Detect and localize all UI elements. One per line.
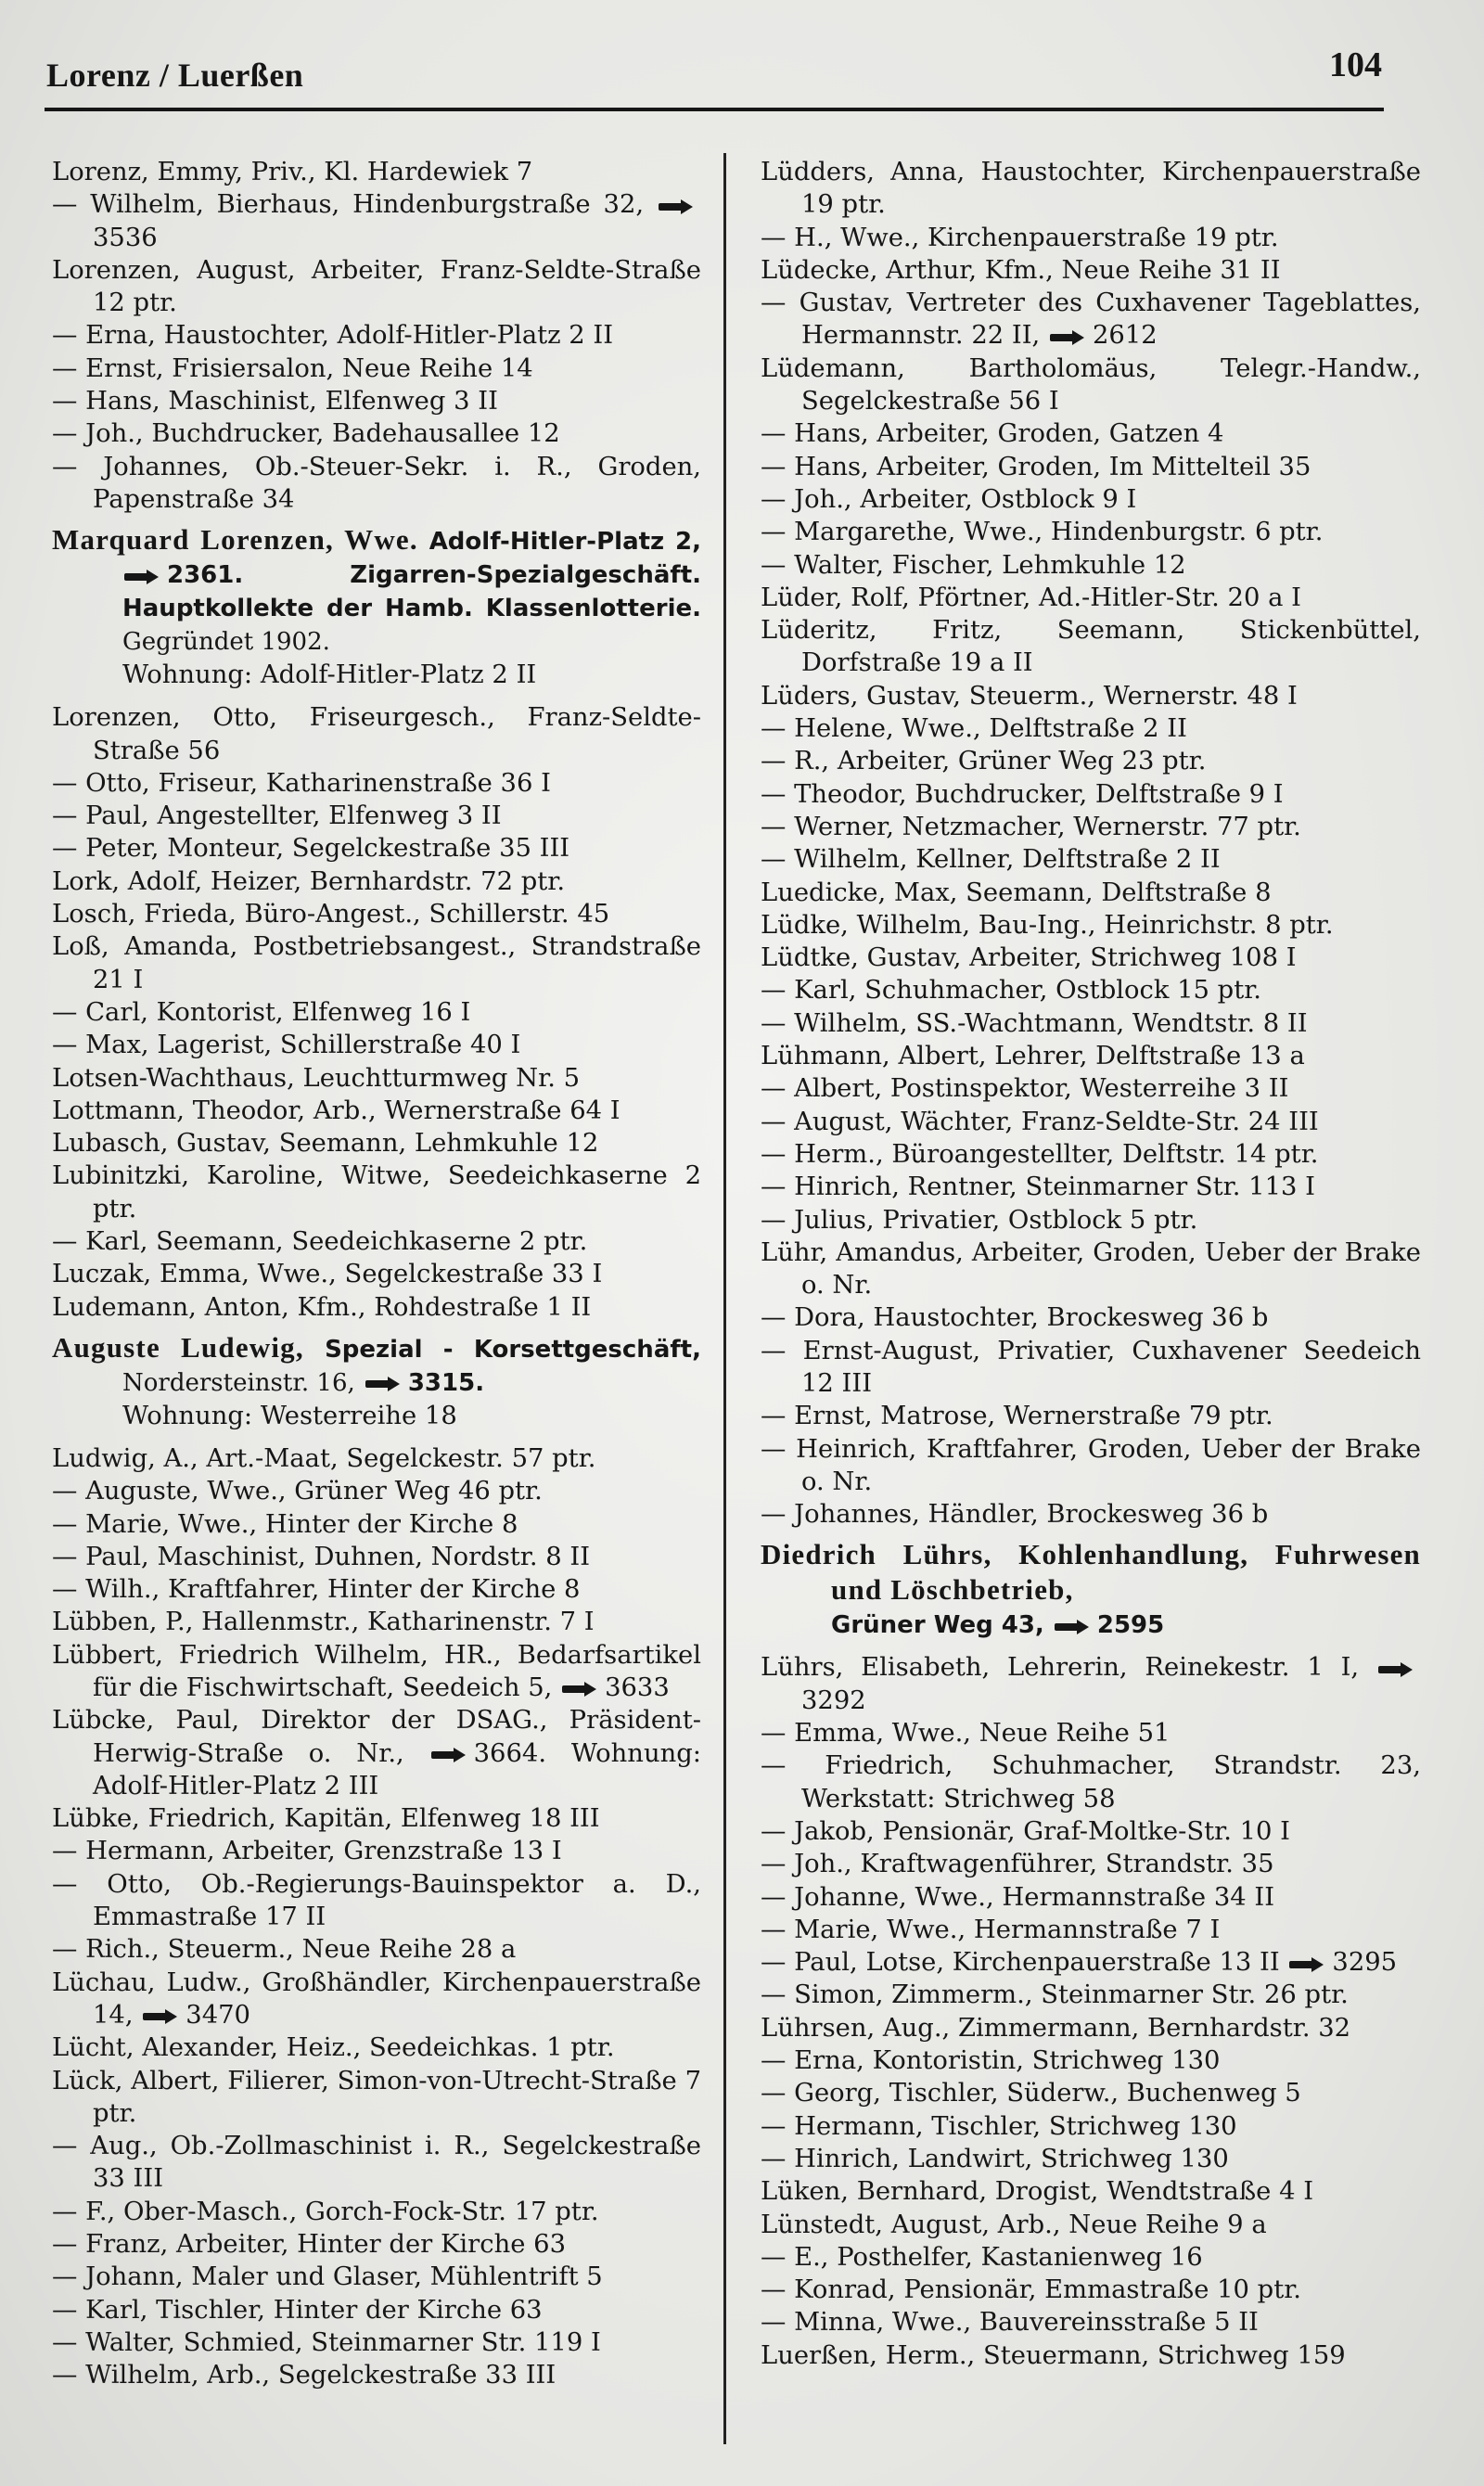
directory-entry bbox=[761, 1072, 1421, 1105]
phone-number: 3470 bbox=[186, 2000, 250, 2030]
entry-text: Lübcke, Paul, Direktor der DSAG., Präsident-Herwig-Straße o. Nr., bbox=[52, 1706, 701, 1768]
directory-entry bbox=[761, 1946, 1421, 1979]
directory-entry bbox=[761, 2044, 1421, 2077]
entry-text: Lüdders, Anna, Haustochter, Kirchenpauerstraße 19 ptr. bbox=[761, 158, 1421, 220]
business-name: Auguste Ludewig, bbox=[52, 1330, 304, 1364]
entry-text: — Hermann, Tischler, Strichweg 130 bbox=[761, 2111, 1237, 2141]
directory-entry bbox=[761, 1204, 1421, 1237]
entry-text: Loß, Amanda, Postbetriebsangest., Strandstraße 21 I bbox=[52, 932, 701, 994]
phone-number: 3315. bbox=[407, 1368, 485, 1397]
entry-text: Lottmann, Theodor, Arb., Wernerstraße 64 I bbox=[52, 1096, 620, 1125]
entry-text: — Paul, Maschinist, Duhnen, Nordstr. 8 II bbox=[52, 1542, 591, 1571]
business-listing bbox=[52, 523, 701, 692]
directory-entry bbox=[761, 1301, 1421, 1334]
entry-text: — Heinrich, Kraftfahrer, Groden, Ueber der Brake o. Nr. bbox=[761, 1434, 1421, 1496]
telephone-icon bbox=[1055, 1620, 1090, 1633]
entry-text: — Dora, Haustochter, Brockesweg 36 b bbox=[761, 1303, 1269, 1333]
entry-text: Lück, Albert, Filierer, Simon-von-Utrecht-Straße 7 ptr. bbox=[52, 2066, 701, 2128]
directory-entry bbox=[52, 156, 701, 188]
directory-entry bbox=[761, 942, 1421, 974]
entry-text: Lorenzen, August, Arbeiter, Franz-Seldte-Straße 12 ptr. bbox=[52, 255, 701, 318]
entry-text: — Karl, Schuhmacher, Ostblock 15 ptr. bbox=[761, 976, 1262, 1006]
directory-entry bbox=[761, 2274, 1421, 2306]
directory-entry bbox=[761, 516, 1421, 548]
page-number: 104 bbox=[1329, 45, 1382, 84]
entry-text: Luerßen, Herm., Steuermann, Strichweg 159 bbox=[761, 2340, 1346, 2370]
entry-text: Lübke, Friedrich, Kapitän, Elfenweg 18 III bbox=[52, 1804, 600, 1834]
directory-entry bbox=[761, 745, 1421, 777]
directory-entry bbox=[52, 319, 701, 352]
business-residence: Wohnung: Westerreihe 18 bbox=[122, 1401, 457, 1430]
entry-text: — Walter, Fischer, Lehmkuhle 12 bbox=[761, 550, 1186, 580]
directory-entry bbox=[761, 222, 1421, 254]
entry-text: — Joh., Buchdrucker, Badehausallee 12 bbox=[52, 419, 560, 449]
entry-text: — Ernst, Frisiersalon, Neue Reihe 14 bbox=[52, 353, 533, 383]
entry-text: — Erna, Haustochter, Adolf-Hitler-Platz 2 II bbox=[52, 321, 614, 351]
directory-entry bbox=[761, 549, 1421, 582]
directory-entry bbox=[52, 701, 701, 767]
telephone-icon bbox=[365, 1377, 401, 1390]
directory-entry bbox=[761, 2306, 1421, 2339]
directory-entry bbox=[761, 1651, 1421, 1717]
directory-entry bbox=[761, 614, 1421, 680]
directory-entry bbox=[52, 2326, 701, 2359]
directory-entry bbox=[52, 1967, 701, 2032]
entry-text: — Hans, Maschinist, Elfenweg 3 II bbox=[52, 387, 498, 416]
phone-number: 3536 bbox=[93, 223, 158, 252]
entry-text: — August, Wächter, Franz-Seldte-Str. 24 III bbox=[761, 1107, 1319, 1136]
directory-entry bbox=[761, 1400, 1421, 1432]
directory-entry bbox=[761, 1717, 1421, 1749]
entry-text: — Karl, Tischler, Hinter der Kirche 63 bbox=[52, 2295, 543, 2325]
entry-text: — Paul, Lotse, Kirchenpauerstraße 13 II bbox=[761, 1948, 1280, 1978]
right-column bbox=[761, 156, 1421, 2372]
entry-text: — Ernst, Matrose, Wernerstraße 79 ptr. bbox=[761, 1402, 1273, 1431]
directory-entry bbox=[52, 898, 701, 930]
entry-text: — Marie, Wwe., Hermannstraße 7 I bbox=[761, 1915, 1221, 1944]
entry-text: — Albert, Postinspektor, Westerreihe 3 II bbox=[761, 1074, 1289, 1104]
entry-text: — Julius, Privatier, Ostblock 5 ptr. bbox=[761, 1205, 1198, 1235]
directory-entry bbox=[761, 974, 1421, 1006]
directory-entry bbox=[52, 1639, 701, 1705]
directory-entry bbox=[52, 1062, 701, 1095]
entry-text: Lüders, Gustav, Steuerm., Wernerstr. 48 I bbox=[761, 681, 1298, 711]
directory-entry bbox=[761, 254, 1421, 287]
entry-text: Lühr, Amandus, Arbeiter, Groden, Ueber der Brake o. Nr. bbox=[761, 1237, 1421, 1301]
entry-text: Ludemann, Anton, Kfm., Rohdestraße 1 II bbox=[52, 1292, 592, 1322]
entry-text: — Joh., Arbeiter, Ostblock 9 I bbox=[761, 484, 1137, 514]
entry-text: — F., Ober-Masch., Gorch-Fock-Str. 17 ptr. bbox=[52, 2197, 599, 2226]
entry-text: Lüderitz, Fritz, Seemann, Stickenbüttel, Dorfstraße 19 a II bbox=[761, 616, 1421, 678]
directory-entry bbox=[761, 451, 1421, 483]
directory-entry bbox=[52, 1802, 701, 1835]
telephone-icon bbox=[1050, 330, 1085, 343]
entry-text: — Johanne, Wwe., Hermannstraße 34 II bbox=[761, 1882, 1275, 1912]
business-detail: Adolf-Hitler-Platz 2, bbox=[429, 528, 701, 557]
directory-entry bbox=[761, 2077, 1421, 2109]
entry-text: — Minna, Wwe., Bauvereinsstraße 5 II bbox=[761, 2308, 1259, 2338]
entry-text: Lücht, Alexander, Heiz., Seedeichkas. 1 ptr. bbox=[52, 2033, 615, 2063]
telephone-icon bbox=[124, 570, 160, 583]
entry-text: Lührsen, Aug., Zimmermann, Bernhardstr. 32 bbox=[761, 2013, 1351, 2043]
directory-entry bbox=[761, 1106, 1421, 1138]
directory-entry bbox=[761, 680, 1421, 712]
directory-entry bbox=[761, 712, 1421, 745]
directory-entry bbox=[52, 1704, 701, 1802]
directory-entry bbox=[52, 832, 701, 865]
directory-entry bbox=[52, 1475, 701, 1507]
entry-text: — Carl, Kontorist, Elfenweg 16 I bbox=[52, 997, 471, 1027]
entry-text: Lotsen-Wachthaus, Leuchtturmweg Nr. 5 bbox=[52, 1063, 581, 1093]
directory-entry bbox=[761, 811, 1421, 843]
directory-entry bbox=[52, 2196, 701, 2228]
directory-entry bbox=[761, 2143, 1421, 2175]
directory-entry bbox=[52, 417, 701, 450]
directory-entry bbox=[761, 483, 1421, 516]
entry-text: — Wilhelm, Arb., Segelckestraße 33 III bbox=[52, 2361, 556, 2390]
entry-text: — Johannes, Ob.-Steuer-Sekr. i. R., Groden, Papenstraße 34 bbox=[52, 452, 701, 514]
entry-text: — Franz, Arbeiter, Hinter der Kirche 63 bbox=[52, 2230, 567, 2260]
entry-text: — Margarethe, Wwe., Hindenburgstr. 6 ptr. bbox=[761, 518, 1324, 547]
directory-entry bbox=[761, 417, 1421, 450]
entry-text: Luczak, Emma, Wwe., Segelckestraße 33 I bbox=[52, 1260, 603, 1289]
entry-text: Losch, Frieda, Büro-Angest., Schillerstr. 45 bbox=[52, 900, 610, 929]
entry-text: — Hinrich, Rentner, Steinmarner Str. 113 I bbox=[761, 1173, 1315, 1202]
entry-text: — Helene, Wwe., Delftstraße 2 II bbox=[761, 714, 1187, 744]
phone-number: 2612 bbox=[1092, 321, 1158, 351]
directory-entry bbox=[52, 1258, 701, 1290]
directory-entry bbox=[52, 800, 701, 832]
directory-entry bbox=[52, 254, 701, 320]
entry-text: — Simon, Zimmerm., Steinmarner Str. 26 ptr. bbox=[761, 1980, 1349, 2010]
directory-entry bbox=[761, 1171, 1421, 1203]
directory-entry bbox=[52, 385, 701, 417]
directory-entry bbox=[52, 1291, 701, 1324]
entry-text: — Paul, Angestellter, Elfenweg 3 II bbox=[52, 801, 502, 831]
entry-text: Lührs, Elisabeth, Lehrerin, Reinekestr. 1 I, bbox=[761, 1653, 1360, 1683]
directory-entry bbox=[761, 2241, 1421, 2274]
directory-entry bbox=[761, 1040, 1421, 1072]
entry-text: Lübbert, Friedrich Wilhelm, HR., Bedarfsartikel für die Fischwirtschaft, Seedeich 5, bbox=[52, 1640, 701, 1702]
business-name: Diedrich Lührs, Kohlenhandlung, Fuhrwesen und Löschbetrieb, bbox=[761, 1538, 1421, 1607]
telephone-icon bbox=[1378, 1662, 1414, 1675]
entry-text: Lüchau, Ludw., Großhändler, Kirchenpauerstraße 14, bbox=[52, 1967, 701, 2030]
directory-entry bbox=[761, 1138, 1421, 1171]
directory-entry bbox=[52, 1029, 701, 1061]
entry-text: — Georg, Tischler, Süderw., Buchenweg 5 bbox=[761, 2079, 1301, 2108]
directory-entry bbox=[761, 582, 1421, 614]
entry-text: Lünstedt, August, Arb., Neue Reihe 9 a bbox=[761, 2210, 1267, 2239]
directory-entry bbox=[52, 1573, 701, 1606]
entry-text: Lübben, P., Hallenmstr., Katharinenstr. 7 I bbox=[52, 1608, 595, 1637]
entry-text: — Otto, Ob.-Regierungs-Bauinspektor a. D., Emmastraße 17 II bbox=[52, 1869, 701, 1932]
entry-text: — Auguste, Wwe., Grüner Weg 46 ptr. bbox=[52, 1477, 543, 1506]
directory-entry bbox=[761, 1498, 1421, 1531]
directory-entry bbox=[52, 1225, 701, 1258]
entry-text: — Walter, Schmied, Steinmarner Str. 119 I bbox=[52, 2327, 601, 2357]
entry-text: Lüdemann, Bartholomäus, Telegr.-Handw., Segelckestraße 56 I bbox=[761, 353, 1421, 416]
left-column bbox=[52, 156, 701, 2392]
entry-text: — Erna, Kontoristin, Strichweg 130 bbox=[761, 2046, 1221, 2076]
entry-text: Lorenzen, Otto, Friseurgesch., Franz-Seldte-Straße 56 bbox=[52, 703, 701, 765]
directory-entry bbox=[761, 287, 1421, 352]
entry-text: Lüdke, Wilhelm, Bau-Ing., Heinrichstr. 8 ptr. bbox=[761, 910, 1334, 940]
phone-number: 3295 bbox=[1332, 1948, 1398, 1978]
entry-text: Lüder, Rolf, Pförtner, Ad.-Hitler-Str. 20 a I bbox=[761, 583, 1301, 612]
entry-text: Luedicke, Max, Seemann, Delftstraße 8 bbox=[761, 878, 1272, 907]
entry-text: — Wilhelm, Kellner, Delftstraße 2 II bbox=[761, 845, 1221, 875]
entry-residence: Wohnung: Adolf-Hitler-Platz 2 III bbox=[93, 1738, 701, 1800]
directory-entry bbox=[761, 877, 1421, 909]
entry-text: — Emma, Wwe., Neue Reihe 51 bbox=[761, 1719, 1171, 1749]
entry-text: Lüdtke, Gustav, Arbeiter, Strichweg 108 I bbox=[761, 943, 1297, 973]
page-header bbox=[46, 45, 1382, 109]
directory-entry bbox=[52, 1835, 701, 1867]
entry-text: — Peter, Monteur, Segelckestraße 35 III bbox=[52, 834, 570, 864]
entry-text: — R., Arbeiter, Grüner Weg 23 ptr. bbox=[761, 747, 1207, 776]
directory-entry bbox=[761, 1007, 1421, 1040]
directory-entry bbox=[52, 1541, 701, 1573]
entry-text: Lubinitzki, Karoline, Witwe, Seedeichkaserne 2 ptr. bbox=[52, 1161, 701, 1224]
directory-entry bbox=[52, 352, 701, 385]
phone-number: 2595 bbox=[1096, 1611, 1165, 1640]
directory-entry bbox=[761, 1881, 1421, 1914]
entry-text: — Konrad, Pensionär, Emmastraße 10 ptr. bbox=[761, 2275, 1302, 2305]
entry-text: — Wilh., Kraftfahrer, Hinter der Kirche 8 bbox=[52, 1575, 581, 1605]
column-divider bbox=[723, 153, 726, 2444]
directory-entry bbox=[761, 2110, 1421, 2143]
entry-text: — Werner, Netzmacher, Wernerstr. 77 ptr. bbox=[761, 812, 1301, 841]
entry-text: — Johann, Maler und Glaser, Mühlentrift 5 bbox=[52, 2262, 603, 2292]
entry-text: Ludwig, A., Art.-Maat, Segelckestr. 57 ptr. bbox=[52, 1443, 596, 1473]
business-detail: Grüner Weg 43, bbox=[831, 1611, 1044, 1640]
entry-text: — E., Posthelfer, Kastanienweg 16 bbox=[761, 2242, 1203, 2272]
directory-entry bbox=[52, 1160, 701, 1225]
directory-entry bbox=[52, 865, 701, 898]
entry-text: — Otto, Friseur, Katharinenstraße 36 I bbox=[52, 768, 551, 798]
directory-entry bbox=[761, 1914, 1421, 1946]
directory-entry bbox=[52, 1442, 701, 1475]
directory-entry bbox=[761, 2339, 1421, 2372]
directory-entry bbox=[761, 2012, 1421, 2044]
entry-text: — Joh., Kraftwagenführer, Strandstr. 35 bbox=[761, 1850, 1274, 1879]
entry-text: — Marie, Wwe., Hinter der Kirche 8 bbox=[52, 1509, 518, 1539]
directory-entry bbox=[761, 909, 1421, 942]
directory-entry bbox=[52, 188, 701, 254]
entry-text: — Hermann, Arbeiter, Grenzstraße 13 I bbox=[52, 1837, 562, 1866]
telephone-icon bbox=[1289, 1957, 1324, 1970]
directory-entry bbox=[761, 1749, 1421, 1815]
directory-entry bbox=[761, 1335, 1421, 1401]
entry-text: — Herm., Büroangestellter, Delftstr. 14 ptr. bbox=[761, 1139, 1319, 1169]
directory-entry bbox=[761, 156, 1421, 222]
directory-entry bbox=[52, 1095, 701, 1127]
directory-entry bbox=[52, 1606, 701, 1638]
entry-text: — Ernst-August, Privatier, Cuxhavener Seedeich 12 III bbox=[761, 1336, 1421, 1398]
entry-text: — Wilhelm, Bierhaus, Hindenburgstraße 32, bbox=[52, 190, 645, 220]
directory-entry bbox=[52, 2130, 701, 2196]
entry-text: — Johannes, Händler, Brockesweg 36 b bbox=[761, 1500, 1269, 1530]
telephone-icon bbox=[659, 199, 694, 212]
directory-entry bbox=[761, 1433, 1421, 1499]
entry-text: — Karl, Seemann, Seedeichkaserne 2 ptr. bbox=[52, 1227, 588, 1257]
business-listing bbox=[52, 1331, 701, 1433]
business-name: Marquard Lorenzen, Wwe. bbox=[52, 523, 418, 557]
directory-entry bbox=[52, 2261, 701, 2293]
directory-entry bbox=[761, 2175, 1421, 2208]
telephone-icon bbox=[143, 2009, 178, 2022]
business-address: Nordersteinstr. 16, bbox=[122, 1368, 355, 1397]
entry-text: Lorenz, Emmy, Priv., Kl. Hardewiek 7 bbox=[52, 158, 533, 186]
directory-entry bbox=[52, 1508, 701, 1541]
directory-entry bbox=[761, 1979, 1421, 2011]
directory-entry bbox=[52, 2294, 701, 2326]
directory-entry bbox=[52, 930, 701, 996]
entry-text: Lüken, Bernhard, Drogist, Wendtstraße 4 I bbox=[761, 2177, 1314, 2207]
phone-number: 3633 bbox=[605, 1672, 670, 1702]
directory-entry bbox=[761, 1815, 1421, 1848]
entry-text: — Wilhelm, SS.-Wachtmann, Wendtstr. 8 II bbox=[761, 1008, 1308, 1038]
entry-text: — Friedrich, Schuhmacher, Strandstr. 23, Werkstatt: Strichweg 58 bbox=[761, 1751, 1421, 1813]
business-detail: Zigarren-Spezialgeschäft. Hauptkollekte der Hamb. Klassenlotterie. bbox=[122, 561, 701, 623]
running-head: Lorenz / Luerßen bbox=[46, 57, 304, 94]
directory-entry bbox=[761, 2209, 1421, 2241]
phone-number: 2361. bbox=[167, 561, 244, 590]
phone-number: 3664. bbox=[473, 1738, 547, 1768]
phone-number: 3292 bbox=[801, 1685, 866, 1715]
entry-text: — Jakob, Pensionär, Graf-Moltke-Str. 10 I bbox=[761, 1816, 1291, 1846]
directory-entry bbox=[761, 843, 1421, 876]
directory-entry bbox=[52, 1127, 701, 1160]
directory-entry bbox=[52, 2065, 701, 2131]
directory-entry bbox=[761, 778, 1421, 811]
entry-text: — Max, Lagerist, Schillerstraße 40 I bbox=[52, 1031, 521, 1060]
business-listing bbox=[761, 1538, 1421, 1642]
business-founded: Gegründet 1902. bbox=[122, 628, 330, 657]
directory-entry bbox=[52, 2031, 701, 2064]
directory-entry bbox=[761, 1848, 1421, 1880]
entry-text: Lubasch, Gustav, Seemann, Lehmkuhle 12 bbox=[52, 1129, 599, 1159]
directory-entry bbox=[52, 1933, 701, 1966]
directory-entry bbox=[52, 2228, 701, 2261]
directory-entry bbox=[52, 451, 701, 517]
directory-entry bbox=[52, 996, 701, 1029]
entry-text: — Aug., Ob.-Zollmaschinist i. R., Segelckestraße 33 III bbox=[52, 2132, 701, 2194]
directory-entry bbox=[761, 1237, 1421, 1302]
entry-text: Lüdecke, Arthur, Kfm., Neue Reihe 31 II bbox=[761, 255, 1281, 285]
entry-text: — Theodor, Buchdrucker, Delftstraße 9 I bbox=[761, 779, 1284, 809]
directory-entry bbox=[761, 352, 1421, 418]
directory-entry bbox=[52, 767, 701, 800]
entry-text: — Gustav, Vertreter des Cuxhavener Tageblattes, Hermannstr. 22 II, bbox=[761, 288, 1421, 351]
business-detail: Spezial - Korsettgeschäft, bbox=[325, 1335, 701, 1364]
telephone-icon bbox=[431, 1748, 467, 1761]
entry-text: Lork, Adolf, Heizer, Bernhardstr. 72 ptr. bbox=[52, 866, 566, 896]
entry-text: — Hinrich, Landwirt, Strichweg 130 bbox=[761, 2144, 1229, 2173]
entry-text: — Rich., Steuerm., Neue Reihe 28 a bbox=[52, 1935, 517, 1965]
entry-text: — H., Wwe., Kirchenpauerstraße 19 ptr. bbox=[761, 223, 1279, 252]
business-residence: Wohnung: Adolf-Hitler-Platz 2 II bbox=[122, 660, 537, 690]
entry-text: — Hans, Arbeiter, Groden, Gatzen 4 bbox=[761, 419, 1224, 449]
directory-entry bbox=[52, 2359, 701, 2391]
directory-entry bbox=[52, 1868, 701, 1934]
entry-text: Lühmann, Albert, Lehrer, Delftstraße 13 a bbox=[761, 1042, 1305, 1071]
entry-text: — Hans, Arbeiter, Groden, Im Mittelteil 35 bbox=[761, 452, 1311, 481]
header-rule bbox=[45, 108, 1384, 111]
telephone-icon bbox=[562, 1682, 597, 1695]
